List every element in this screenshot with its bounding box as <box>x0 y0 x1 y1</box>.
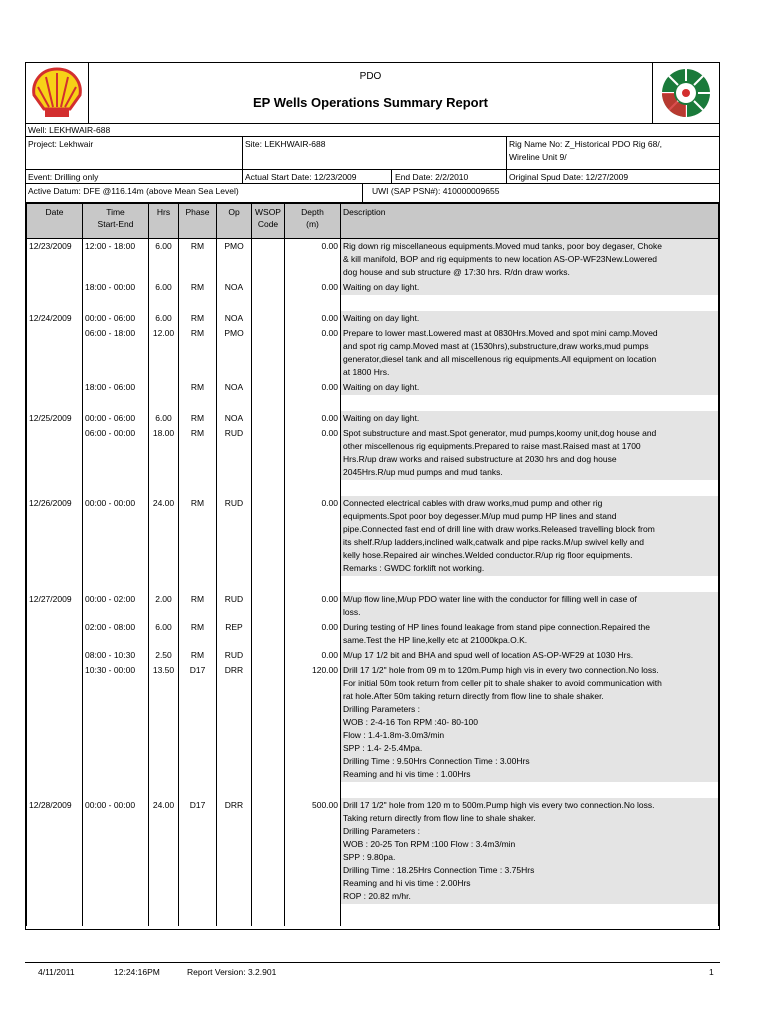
row-spacer <box>27 576 719 592</box>
active-datum: Active Datum: DFE @116.14m (above Mean Sea Level) <box>28 186 239 196</box>
row-op: RUD <box>217 496 252 576</box>
row-phase: RM <box>179 496 217 576</box>
datum-row <box>26 184 719 203</box>
row-op: PMO <box>217 239 252 281</box>
rig-name-label: Rig Name No: Z_Historical PDO Rig 68/, <box>509 139 663 149</box>
row-depth: 500.00 <box>285 798 341 904</box>
table-row <box>27 326 719 380</box>
description-line: Reaming and hi vis time : 1.00Hrs <box>343 769 471 779</box>
row-date: 12/28/2009 <box>27 798 83 904</box>
row-phase: RM <box>179 411 217 426</box>
operations-table <box>26 203 719 926</box>
table-row <box>27 496 719 576</box>
row-phase: RM <box>179 326 217 380</box>
report-title: EP Wells Operations Summary Report <box>252 95 489 110</box>
table-row <box>27 663 719 782</box>
row-spacer <box>27 904 719 926</box>
table-row <box>27 280 719 295</box>
well-row <box>26 123 719 137</box>
row-op: RUD <box>217 648 252 663</box>
row-depth: 0.00 <box>285 592 341 620</box>
col-hrs: Hrs <box>149 204 179 239</box>
row-date: 12/27/2009 <box>27 592 83 620</box>
row-date: 12/26/2009 <box>27 496 83 576</box>
description-line: at 1800 Hrs. <box>343 367 390 377</box>
row-spacer <box>27 295 719 311</box>
row-date: 12/24/2009 <box>27 311 83 326</box>
table-row <box>27 239 719 281</box>
shell-logo <box>26 63 89 123</box>
row-time: 00:00 - 00:00 <box>83 798 149 904</box>
row-phase: RM <box>179 648 217 663</box>
description-line: & kill manifold, BOP and rig equipments to new location AS-OP-WF23New.Lowered <box>343 254 658 264</box>
row-date <box>27 426 83 480</box>
row-hrs: 6.00 <box>149 620 179 648</box>
row-description <box>341 798 719 904</box>
table-row <box>27 648 719 663</box>
row-hrs: 6.00 <box>149 311 179 326</box>
project-row <box>26 137 719 170</box>
row-hrs: 2.00 <box>149 592 179 620</box>
row-date <box>27 620 83 648</box>
row-date: 12/25/2009 <box>27 411 83 426</box>
description-line: Drilling Time : 18.25Hrs Connection Time : 3.75Hrs <box>343 865 535 875</box>
description-line: dog house and sub structure @ 17:30 hrs. R/dn draw works. <box>343 267 570 277</box>
row-depth: 0.00 <box>285 426 341 480</box>
description-line: Drilling Parameters : <box>343 704 420 714</box>
row-hrs: 24.00 <box>149 798 179 904</box>
row-wsop <box>252 592 285 620</box>
row-depth: 0.00 <box>285 380 341 395</box>
row-depth: 0.00 <box>285 326 341 380</box>
row-depth: 0.00 <box>285 280 341 295</box>
row-hrs: 6.00 <box>149 411 179 426</box>
organization-name: PDO <box>359 71 382 82</box>
row-time: 10:30 - 00:00 <box>83 663 149 782</box>
row-op: RUD <box>217 426 252 480</box>
report-header <box>26 63 719 124</box>
row-hrs: 13.50 <box>149 663 179 782</box>
description-line: 2045Hrs.R/up mud pumps and mud tanks. <box>343 467 503 477</box>
footer-time: 12:24:16PM <box>114 967 160 977</box>
row-date <box>27 280 83 295</box>
row-wsop <box>252 496 285 576</box>
row-wsop <box>252 798 285 904</box>
footer-date: 4/11/2011 <box>38 967 75 977</box>
row-time: 06:00 - 00:00 <box>83 426 149 480</box>
row-time: 00:00 - 06:00 <box>83 411 149 426</box>
report-sheet <box>25 62 720 930</box>
row-phase: RM <box>179 380 217 395</box>
actual-start-date: Actual Start Date: 12/23/2009 <box>245 172 357 182</box>
row-wsop <box>252 426 285 480</box>
col-op: Op <box>217 204 252 239</box>
footer-page: 1 <box>709 967 714 977</box>
rig-name-line2: Wireline Unit 9/ <box>509 152 567 162</box>
description-line: ROP : 20.82 m/hr. <box>343 891 411 901</box>
row-depth: 0.00 <box>285 311 341 326</box>
row-op: REP <box>217 620 252 648</box>
description-line: SPP : 9.80pa. <box>343 852 396 862</box>
row-description <box>341 311 719 326</box>
description-line: Reaming and hi vis time : 2.00Hrs <box>343 878 471 888</box>
row-time: 18:00 - 06:00 <box>83 380 149 395</box>
row-date <box>27 648 83 663</box>
col-wsop: WSOP Code <box>252 204 285 239</box>
description-line: Drill 17 1/2" hole from 09 m to 120m.Pump high vis in every two connection.No loss. <box>343 665 659 675</box>
row-date <box>27 380 83 395</box>
description-line: generator,diesel tank and all miscellenous rig equipments.All equipment on location <box>343 354 657 364</box>
table-row <box>27 798 719 904</box>
table-row <box>27 411 719 426</box>
row-phase: RM <box>179 280 217 295</box>
row-op: NOA <box>217 411 252 426</box>
description-line: Rig down rig miscellaneous equipments.Moved mud tanks, poor boy degaser, Choke <box>343 241 662 251</box>
row-wsop <box>252 239 285 281</box>
row-op: PMO <box>217 326 252 380</box>
row-depth: 0.00 <box>285 411 341 426</box>
description-line: Drilling Parameters : <box>343 826 420 836</box>
row-spacer <box>27 395 719 411</box>
table-row <box>27 620 719 648</box>
row-description <box>341 426 719 480</box>
description-line: SPP : 1.4- 2-5.4Mpa. <box>343 743 423 753</box>
description-line: M/up flow line,M/up PDO water line with the conductor for filling well in case of <box>343 594 637 604</box>
row-time: 12:00 - 18:00 <box>83 239 149 281</box>
pdo-logo <box>652 63 719 123</box>
row-description <box>341 411 719 426</box>
row-depth: 0.00 <box>285 648 341 663</box>
row-description <box>341 648 719 663</box>
row-depth: 0.00 <box>285 620 341 648</box>
row-wsop <box>252 380 285 395</box>
row-description <box>341 380 719 395</box>
row-phase: RM <box>179 592 217 620</box>
row-op: NOA <box>217 380 252 395</box>
row-op: NOA <box>217 280 252 295</box>
row-wsop <box>252 648 285 663</box>
table-header-row <box>27 204 719 239</box>
row-description <box>341 280 719 295</box>
description-line: Waiting on day light. <box>343 313 420 323</box>
row-time: 00:00 - 00:00 <box>83 496 149 576</box>
description-line: Waiting on day light. <box>343 282 420 292</box>
description-line: kelly hose.Repaired air winches.Welded conductor.R/up rig floor equipments. <box>343 550 633 560</box>
table-row <box>27 426 719 480</box>
row-time: 00:00 - 06:00 <box>83 311 149 326</box>
footer-rule <box>25 962 720 963</box>
col-phase: Phase <box>179 204 217 239</box>
row-op: RUD <box>217 592 252 620</box>
description-line: same.Test the HP line,kelly etc at 21000kpa.O.K. <box>343 635 528 645</box>
row-phase: D17 <box>179 663 217 782</box>
description-line: Hrs.R/up draw works and raised substructure at 2030 hrs and dog house <box>343 454 617 464</box>
row-depth: 0.00 <box>285 239 341 281</box>
row-time: 02:00 - 08:00 <box>83 620 149 648</box>
row-description <box>341 592 719 620</box>
row-phase: RM <box>179 311 217 326</box>
description-line: its shelf.R/up ladders,inclined walk,catwalk and pipe racks.M/up swivel kelly and <box>343 537 644 547</box>
row-op: NOA <box>217 311 252 326</box>
well-label: Well: LEKHWAIR-688 <box>28 125 111 135</box>
row-description <box>341 239 719 281</box>
description-line: For initial 50m took return from celler pit to shale shaker to avoid communication with <box>343 678 662 688</box>
row-description <box>341 496 719 576</box>
row-description <box>341 620 719 648</box>
row-description <box>341 663 719 782</box>
row-phase: RM <box>179 426 217 480</box>
footer-version: Report Version: 3.2.901 <box>187 967 277 977</box>
original-spud-date: Original Spud Date: 12/27/2009 <box>509 172 629 182</box>
row-hrs: 24.00 <box>149 496 179 576</box>
row-spacer <box>27 480 719 496</box>
row-depth: 0.00 <box>285 496 341 576</box>
row-hrs: 18.00 <box>149 426 179 480</box>
description-line: Waiting on day light. <box>343 413 420 423</box>
row-hrs: 6.00 <box>149 239 179 281</box>
table-row <box>27 380 719 395</box>
table-body <box>27 239 719 927</box>
row-op: DRR <box>217 798 252 904</box>
description-line: Spot substructure and mast.Spot generator, mud pumps,koomy unit,dog house and <box>343 428 657 438</box>
description-line: other miscellenous rig equipments.Prepared to raise mast.Raised mast at 1700 <box>343 441 641 451</box>
event-row <box>26 170 719 184</box>
col-description: Description <box>341 204 719 239</box>
row-phase: RM <box>179 620 217 648</box>
description-line: WOB : 2-4-16 Ton RPM :40- 80-100 <box>343 717 478 727</box>
col-date: Date <box>27 204 83 239</box>
description-line: rat hole.After 50m taking return directly from flow line to shale shaker. <box>343 691 604 701</box>
row-date: 12/23/2009 <box>27 239 83 281</box>
row-phase: D17 <box>179 798 217 904</box>
row-hrs: 6.00 <box>149 280 179 295</box>
table-row <box>27 311 719 326</box>
row-hrs <box>149 380 179 395</box>
row-wsop <box>252 280 285 295</box>
row-date <box>27 326 83 380</box>
row-time: 06:00 - 18:00 <box>83 326 149 380</box>
row-description <box>341 326 719 380</box>
row-date <box>27 663 83 782</box>
row-time: 08:00 - 10:30 <box>83 648 149 663</box>
description-line: Prepare to lower mast.Lowered mast at 0830Hrs.Moved and spot mini camp.Moved <box>343 328 658 338</box>
row-hrs: 12.00 <box>149 326 179 380</box>
description-line: Drilling Time : 9.50Hrs Connection Time : 3.00Hrs <box>343 756 530 766</box>
row-wsop <box>252 663 285 782</box>
description-line: Drill 17 1/2" hole from 120 m to 500m.Pump high vis every two connection.No loss. <box>343 800 655 810</box>
uwi-label: UWI (SAP PSN#): 410000009655 <box>372 186 500 196</box>
description-line: During testing of HP lines found leakage from stand pipe connection.Repaired the <box>343 622 650 632</box>
row-wsop <box>252 411 285 426</box>
description-line: WOB : 20-25 Ton RPM :100 Flow : 3.4m3/min <box>343 839 516 849</box>
row-phase: RM <box>179 239 217 281</box>
row-time: 18:00 - 00:00 <box>83 280 149 295</box>
description-line: Flow : 1.4-1.8m-3.0m3/min <box>343 730 445 740</box>
description-line: Taking return directly from flow line to shale shaker. <box>343 813 536 823</box>
description-line: Remarks : GWDC forklift not working. <box>343 563 485 573</box>
row-spacer <box>27 782 719 798</box>
col-depth: Depth (m) <box>285 204 341 239</box>
row-wsop <box>252 326 285 380</box>
description-line: Connected electrical cables with draw works,mud pump and other rig <box>343 498 603 508</box>
project-label: Project: Lekhwair <box>28 139 94 149</box>
event-label: Event: Drilling only <box>28 172 99 182</box>
table-row <box>27 592 719 620</box>
row-depth: 120.00 <box>285 663 341 782</box>
description-line: M/up 17 1/2 bit and BHA and spud well of location AS-OP-WF29 at 1030 Hrs. <box>343 650 634 660</box>
description-line: Waiting on day light. <box>343 382 420 392</box>
description-line: loss. <box>343 607 361 617</box>
end-date: End Date: 2/2/2010 <box>395 172 469 182</box>
col-time: Time Start-End <box>83 204 149 239</box>
row-wsop <box>252 620 285 648</box>
row-op: DRR <box>217 663 252 782</box>
row-wsop <box>252 311 285 326</box>
site-label: Site: LEKHWAIR-688 <box>245 139 326 149</box>
description-line: pipe.Connected fast end of drill line with draw works.Released travelling block from <box>343 524 655 534</box>
description-line: and spot rig camp.Moved mast at (1530hrs),substructure,draw works,mud pumps <box>343 341 649 351</box>
description-line: equipments.Spot poor boy degesser.M/up mud pump HP lines and stand <box>343 511 617 521</box>
row-time: 00:00 - 02:00 <box>83 592 149 620</box>
row-hrs: 2.50 <box>149 648 179 663</box>
